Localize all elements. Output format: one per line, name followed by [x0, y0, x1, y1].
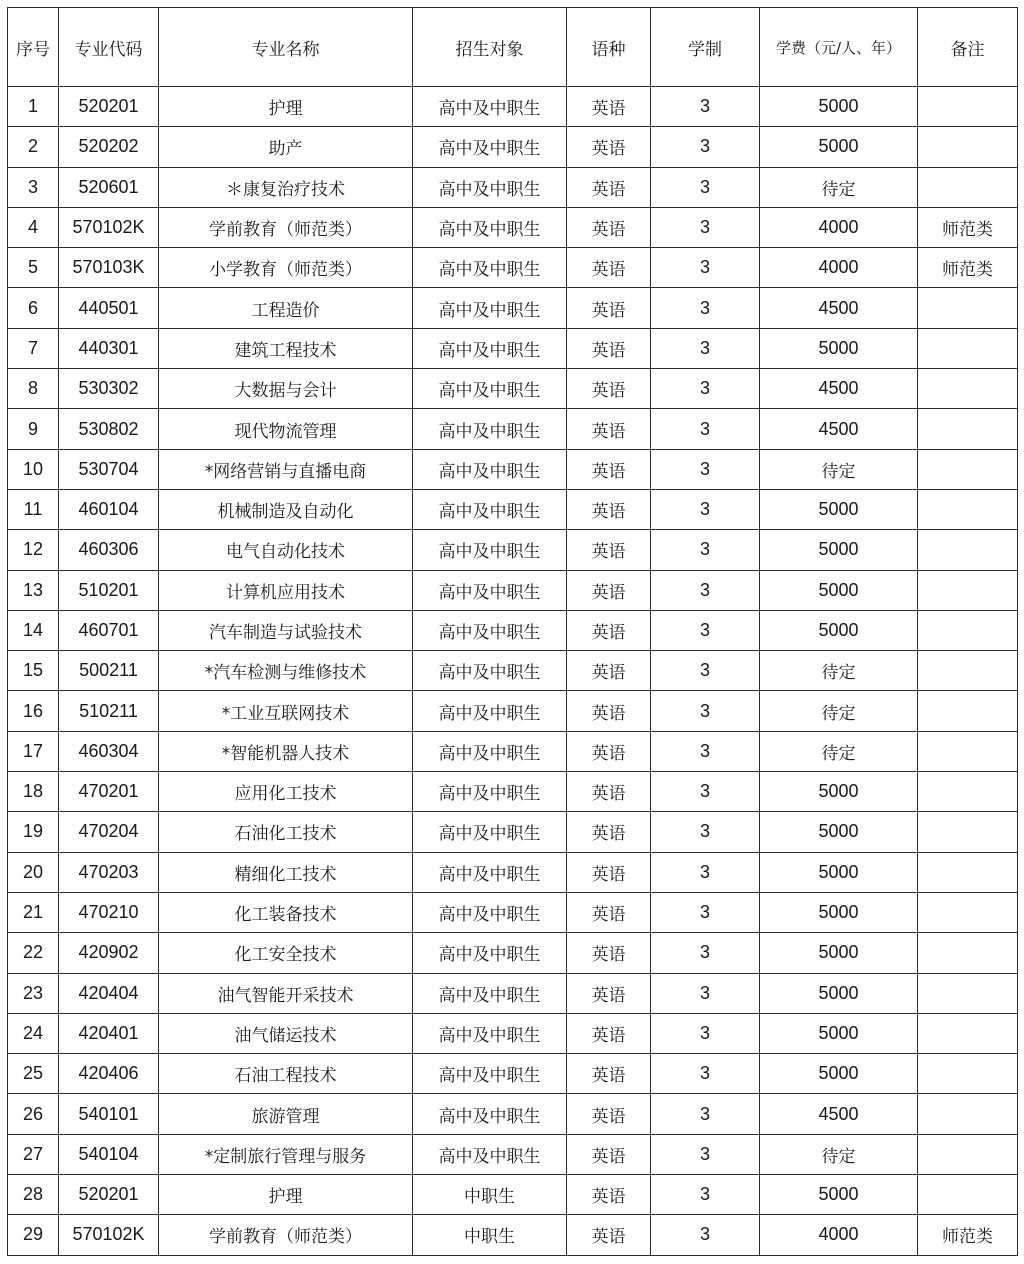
cell-major-code: 520201 [59, 87, 159, 127]
cell-index: 6 [8, 288, 59, 328]
cell-major-name: *汽车检测与维修技术 [159, 651, 413, 691]
cell-enrollment-target: 高中及中职生 [413, 288, 567, 328]
cell-duration: 3 [651, 1175, 760, 1215]
cell-major-code: 470201 [59, 772, 159, 812]
table-row [8, 530, 1018, 570]
cell-language: 英语 [567, 207, 651, 247]
cell-language: 英语 [567, 1094, 651, 1134]
table-row [8, 1175, 1018, 1215]
cell-enrollment-target: 高中及中职生 [413, 1134, 567, 1174]
cell-duration: 3 [651, 288, 760, 328]
cell-language: 英语 [567, 651, 651, 691]
cell-index: 25 [8, 1054, 59, 1094]
cell-index: 16 [8, 691, 59, 731]
cell-major-code: 540101 [59, 1094, 159, 1134]
cell-language: 英语 [567, 1215, 651, 1255]
cell-tuition: 4000 [760, 207, 918, 247]
cell-tuition: 5000 [760, 87, 918, 127]
cell-remarks [918, 127, 1018, 167]
cell-remarks: 师范类 [918, 207, 1018, 247]
cell-enrollment-target: 高中及中职生 [413, 812, 567, 852]
cell-index: 8 [8, 369, 59, 409]
cell-major-name: 护理 [159, 87, 413, 127]
table-row [8, 570, 1018, 610]
cell-index: 10 [8, 449, 59, 489]
header-row [8, 8, 1018, 87]
cell-major-code: 470210 [59, 892, 159, 932]
cell-language: 英语 [567, 167, 651, 207]
table-row [8, 731, 1018, 771]
table-row [8, 207, 1018, 247]
cell-remarks: 师范类 [918, 248, 1018, 288]
cell-duration: 3 [651, 933, 760, 973]
table-row [8, 1215, 1018, 1255]
cell-major-name: 机械制造及自动化 [159, 489, 413, 529]
header-duration: 学制 [651, 8, 760, 87]
cell-remarks [918, 852, 1018, 892]
cell-index: 3 [8, 167, 59, 207]
table-wrapper [7, 7, 1018, 1256]
cell-remarks [918, 1175, 1018, 1215]
cell-remarks [918, 731, 1018, 771]
cell-major-code: 420404 [59, 973, 159, 1013]
cell-tuition: 待定 [760, 1134, 918, 1174]
table-row [8, 1054, 1018, 1094]
table-row [8, 1134, 1018, 1174]
cell-enrollment-target: 高中及中职生 [413, 449, 567, 489]
cell-major-code: 440501 [59, 288, 159, 328]
cell-major-code: 420406 [59, 1054, 159, 1094]
cell-enrollment-target: 高中及中职生 [413, 167, 567, 207]
header-index: 序号 [8, 8, 59, 87]
cell-enrollment-target: 高中及中职生 [413, 1013, 567, 1053]
header-enrollment-target: 招生对象 [413, 8, 567, 87]
cell-index: 20 [8, 852, 59, 892]
header-remarks: 备注 [918, 8, 1018, 87]
cell-tuition: 5000 [760, 933, 918, 973]
table-row [8, 328, 1018, 368]
cell-language: 英语 [567, 691, 651, 731]
cell-language: 英语 [567, 1054, 651, 1094]
cell-enrollment-target: 高中及中职生 [413, 772, 567, 812]
cell-language: 英语 [567, 1175, 651, 1215]
cell-major-name: 汽车制造与试验技术 [159, 610, 413, 650]
cell-major-name: 石油工程技术 [159, 1054, 413, 1094]
cell-language: 英语 [567, 248, 651, 288]
cell-major-code: 530704 [59, 449, 159, 489]
cell-tuition: 5000 [760, 489, 918, 529]
cell-tuition: 待定 [760, 691, 918, 731]
cell-language: 英语 [567, 892, 651, 932]
table-row [8, 1094, 1018, 1134]
cell-remarks [918, 570, 1018, 610]
cell-major-name: *定制旅行管理与服务 [159, 1134, 413, 1174]
cell-duration: 3 [651, 1054, 760, 1094]
cell-major-name: 学前教育（师范类） [159, 1215, 413, 1255]
cell-tuition: 4000 [760, 1215, 918, 1255]
cell-duration: 3 [651, 1215, 760, 1255]
enrollment-table [7, 7, 1018, 1256]
cell-tuition: 5000 [760, 892, 918, 932]
cell-major-code: 530302 [59, 369, 159, 409]
cell-remarks [918, 1134, 1018, 1174]
cell-major-name: 大数据与会计 [159, 369, 413, 409]
header-major-name: 专业名称 [159, 8, 413, 87]
cell-remarks [918, 167, 1018, 207]
cell-major-code: 420902 [59, 933, 159, 973]
cell-language: 英语 [567, 328, 651, 368]
cell-remarks: 师范类 [918, 1215, 1018, 1255]
cell-tuition: 待定 [760, 167, 918, 207]
table-row [8, 127, 1018, 167]
cell-enrollment-target: 高中及中职生 [413, 207, 567, 247]
table-row [8, 87, 1018, 127]
cell-duration: 3 [651, 1134, 760, 1174]
cell-index: 24 [8, 1013, 59, 1053]
cell-enrollment-target: 高中及中职生 [413, 973, 567, 1013]
cell-duration: 3 [651, 772, 760, 812]
cell-remarks [918, 973, 1018, 1013]
cell-remarks [918, 1094, 1018, 1134]
cell-enrollment-target: 高中及中职生 [413, 651, 567, 691]
cell-language: 英语 [567, 489, 651, 529]
cell-major-name: *网络营销与直播电商 [159, 449, 413, 489]
cell-major-name: 建筑工程技术 [159, 328, 413, 368]
cell-major-code: 460306 [59, 530, 159, 570]
cell-major-code: 520601 [59, 167, 159, 207]
cell-index: 27 [8, 1134, 59, 1174]
cell-tuition: 待定 [760, 449, 918, 489]
table-row [8, 852, 1018, 892]
cell-index: 15 [8, 651, 59, 691]
cell-tuition: 4500 [760, 288, 918, 328]
table-row [8, 651, 1018, 691]
cell-index: 11 [8, 489, 59, 529]
cell-duration: 3 [651, 328, 760, 368]
cell-language: 英语 [567, 610, 651, 650]
cell-index: 23 [8, 973, 59, 1013]
cell-language: 英语 [567, 530, 651, 570]
cell-tuition: 5000 [760, 610, 918, 650]
table-row [8, 288, 1018, 328]
cell-tuition: 5000 [760, 812, 918, 852]
cell-major-code: 520202 [59, 127, 159, 167]
cell-remarks [918, 87, 1018, 127]
cell-major-code: 520201 [59, 1175, 159, 1215]
cell-duration: 3 [651, 570, 760, 610]
cell-major-name: 助产 [159, 127, 413, 167]
cell-major-code: 460304 [59, 731, 159, 771]
table-row [8, 449, 1018, 489]
cell-major-code: 470204 [59, 812, 159, 852]
cell-language: 英语 [567, 288, 651, 328]
cell-index: 28 [8, 1175, 59, 1215]
cell-tuition: 待定 [760, 651, 918, 691]
table-row [8, 369, 1018, 409]
cell-major-name: *工业互联网技术 [159, 691, 413, 731]
cell-language: 英语 [567, 409, 651, 449]
cell-index: 14 [8, 610, 59, 650]
cell-duration: 3 [651, 1013, 760, 1053]
cell-tuition: 5000 [760, 328, 918, 368]
cell-major-name: 电气自动化技术 [159, 530, 413, 570]
cell-index: 7 [8, 328, 59, 368]
cell-remarks [918, 691, 1018, 731]
cell-tuition: 5000 [760, 1054, 918, 1094]
cell-remarks [918, 489, 1018, 529]
cell-remarks [918, 409, 1018, 449]
cell-remarks [918, 812, 1018, 852]
cell-tuition: 5000 [760, 1013, 918, 1053]
header-language: 语种 [567, 8, 651, 87]
cell-duration: 3 [651, 812, 760, 852]
table-row [8, 772, 1018, 812]
header-tuition: 学费（元/人、年） [760, 8, 918, 87]
cell-language: 英语 [567, 973, 651, 1013]
cell-index: 26 [8, 1094, 59, 1134]
cell-index: 22 [8, 933, 59, 973]
cell-language: 英语 [567, 731, 651, 771]
cell-duration: 3 [651, 489, 760, 529]
cell-tuition: 4500 [760, 369, 918, 409]
cell-index: 29 [8, 1215, 59, 1255]
cell-language: 英语 [567, 1134, 651, 1174]
cell-duration: 3 [651, 409, 760, 449]
cell-remarks [918, 610, 1018, 650]
cell-index: 5 [8, 248, 59, 288]
cell-major-name: 化工安全技术 [159, 933, 413, 973]
cell-language: 英语 [567, 772, 651, 812]
cell-tuition: 5000 [760, 852, 918, 892]
table-row [8, 167, 1018, 207]
header-major-code: 专业代码 [59, 8, 159, 87]
cell-tuition: 4500 [760, 409, 918, 449]
cell-index: 18 [8, 772, 59, 812]
cell-remarks [918, 933, 1018, 973]
cell-index: 12 [8, 530, 59, 570]
table-row [8, 610, 1018, 650]
table-row [8, 892, 1018, 932]
cell-duration: 3 [651, 127, 760, 167]
cell-enrollment-target: 高中及中职生 [413, 852, 567, 892]
cell-index: 21 [8, 892, 59, 932]
cell-enrollment-target: 高中及中职生 [413, 1054, 567, 1094]
cell-remarks [918, 1054, 1018, 1094]
cell-remarks [918, 369, 1018, 409]
cell-major-code: 540104 [59, 1134, 159, 1174]
cell-language: 英语 [567, 852, 651, 892]
cell-duration: 3 [651, 973, 760, 1013]
cell-major-name: 计算机应用技术 [159, 570, 413, 610]
cell-major-code: 460104 [59, 489, 159, 529]
cell-remarks [918, 449, 1018, 489]
table-row [8, 409, 1018, 449]
table-row [8, 1013, 1018, 1053]
cell-duration: 3 [651, 167, 760, 207]
cell-major-name: 石油化工技术 [159, 812, 413, 852]
cell-enrollment-target: 高中及中职生 [413, 892, 567, 932]
cell-duration: 3 [651, 369, 760, 409]
cell-remarks [918, 772, 1018, 812]
cell-major-name: 学前教育（师范类） [159, 207, 413, 247]
cell-language: 英语 [567, 933, 651, 973]
cell-index: 1 [8, 87, 59, 127]
cell-language: 英语 [567, 570, 651, 610]
cell-tuition: 4500 [760, 1094, 918, 1134]
cell-major-code: 570102K [59, 207, 159, 247]
cell-tuition: 4000 [760, 248, 918, 288]
cell-language: 英语 [567, 812, 651, 852]
cell-major-name: ＊康复治疗技术 [159, 167, 413, 207]
cell-index: 17 [8, 731, 59, 771]
cell-tuition: 5000 [760, 772, 918, 812]
cell-enrollment-target: 高中及中职生 [413, 409, 567, 449]
cell-major-name: 工程造价 [159, 288, 413, 328]
cell-duration: 3 [651, 530, 760, 570]
table-body [8, 87, 1018, 1256]
cell-major-name: 应用化工技术 [159, 772, 413, 812]
cell-tuition: 5000 [760, 1175, 918, 1215]
cell-major-name: *智能机器人技术 [159, 731, 413, 771]
cell-major-name: 护理 [159, 1175, 413, 1215]
cell-major-code: 500211 [59, 651, 159, 691]
cell-major-code: 570103K [59, 248, 159, 288]
cell-duration: 3 [651, 449, 760, 489]
cell-duration: 3 [651, 691, 760, 731]
cell-major-code: 510201 [59, 570, 159, 610]
cell-major-name: 现代物流管理 [159, 409, 413, 449]
cell-enrollment-target: 高中及中职生 [413, 87, 567, 127]
table-row [8, 691, 1018, 731]
cell-tuition: 5000 [760, 127, 918, 167]
cell-major-name: 小学教育（师范类） [159, 248, 413, 288]
cell-duration: 3 [651, 87, 760, 127]
cell-remarks [918, 1013, 1018, 1053]
cell-language: 英语 [567, 449, 651, 489]
cell-duration: 3 [651, 852, 760, 892]
cell-duration: 3 [651, 892, 760, 932]
cell-major-code: 530802 [59, 409, 159, 449]
cell-enrollment-target: 高中及中职生 [413, 127, 567, 167]
cell-major-name: 油气储运技术 [159, 1013, 413, 1053]
cell-enrollment-target: 高中及中职生 [413, 369, 567, 409]
cell-enrollment-target: 中职生 [413, 1215, 567, 1255]
cell-remarks [918, 530, 1018, 570]
cell-index: 4 [8, 207, 59, 247]
cell-major-name: 精细化工技术 [159, 852, 413, 892]
cell-duration: 3 [651, 248, 760, 288]
table-row [8, 812, 1018, 852]
cell-enrollment-target: 高中及中职生 [413, 933, 567, 973]
cell-major-code: 460701 [59, 610, 159, 650]
cell-major-code: 510211 [59, 691, 159, 731]
cell-duration: 3 [651, 1094, 760, 1134]
cell-index: 2 [8, 127, 59, 167]
cell-duration: 3 [651, 731, 760, 771]
cell-duration: 3 [651, 610, 760, 650]
cell-tuition: 5000 [760, 973, 918, 1013]
cell-major-code: 570102K [59, 1215, 159, 1255]
table-row [8, 489, 1018, 529]
cell-remarks [918, 892, 1018, 932]
cell-tuition: 待定 [760, 731, 918, 771]
cell-index: 19 [8, 812, 59, 852]
cell-major-name: 油气智能开采技术 [159, 973, 413, 1013]
cell-enrollment-target: 中职生 [413, 1175, 567, 1215]
table-row [8, 973, 1018, 1013]
cell-language: 英语 [567, 369, 651, 409]
cell-enrollment-target: 高中及中职生 [413, 489, 567, 529]
cell-index: 13 [8, 570, 59, 610]
cell-major-name: 旅游管理 [159, 1094, 413, 1134]
cell-enrollment-target: 高中及中职生 [413, 1094, 567, 1134]
cell-language: 英语 [567, 127, 651, 167]
cell-enrollment-target: 高中及中职生 [413, 610, 567, 650]
cell-major-code: 440301 [59, 328, 159, 368]
cell-remarks [918, 651, 1018, 691]
cell-enrollment-target: 高中及中职生 [413, 731, 567, 771]
cell-index: 9 [8, 409, 59, 449]
cell-major-code: 470203 [59, 852, 159, 892]
cell-duration: 3 [651, 651, 760, 691]
cell-enrollment-target: 高中及中职生 [413, 248, 567, 288]
cell-tuition: 5000 [760, 530, 918, 570]
cell-duration: 3 [651, 207, 760, 247]
cell-major-code: 420401 [59, 1013, 159, 1053]
cell-remarks [918, 288, 1018, 328]
cell-enrollment-target: 高中及中职生 [413, 570, 567, 610]
table-row [8, 248, 1018, 288]
cell-enrollment-target: 高中及中职生 [413, 530, 567, 570]
cell-major-name: 化工装备技术 [159, 892, 413, 932]
table-row [8, 933, 1018, 973]
cell-language: 英语 [567, 87, 651, 127]
cell-tuition: 5000 [760, 570, 918, 610]
cell-enrollment-target: 高中及中职生 [413, 328, 567, 368]
cell-language: 英语 [567, 1013, 651, 1053]
cell-remarks [918, 328, 1018, 368]
cell-enrollment-target: 高中及中职生 [413, 691, 567, 731]
